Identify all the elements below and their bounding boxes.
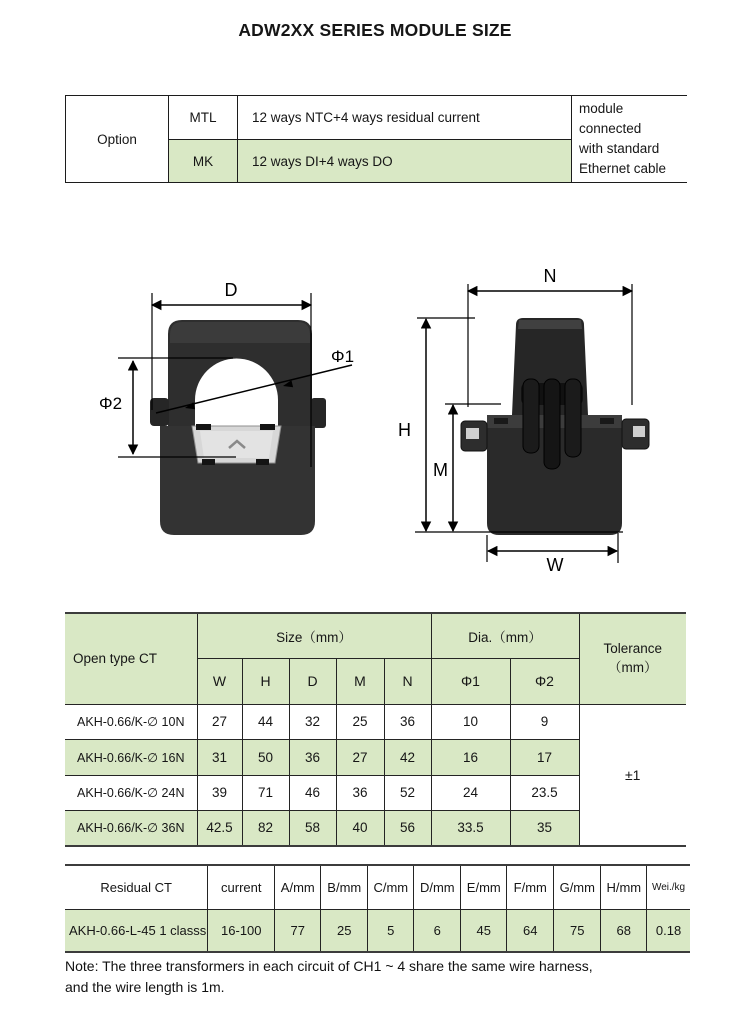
model-cell: AKH-0.66/K-∅ 36N — [65, 810, 197, 846]
value-cell: 6 — [414, 909, 461, 952]
current-header: current — [208, 865, 275, 909]
ct-hinge-strap — [565, 379, 581, 457]
ct-left-ear-hole — [466, 428, 479, 439]
current-cell: 16-100 — [208, 909, 275, 952]
col-header-n: N — [384, 658, 431, 704]
ct-front-view-figure — [90, 245, 380, 545]
col-header-h: H — [242, 658, 289, 704]
value-cell: 58 — [289, 810, 336, 846]
value-cell: 9 — [510, 704, 579, 739]
footnote-line: Note: The three transformers in each circuit of CH1 ~ 4 share the same wire harness, — [65, 958, 593, 974]
col-header-c: C/mm — [368, 865, 414, 909]
col-header-g: G/mm — [554, 865, 601, 909]
option-table — [65, 95, 687, 183]
residual-data-row — [65, 909, 690, 952]
value-cell: 17 — [510, 739, 579, 775]
size-table-header-row — [65, 613, 686, 658]
ct-right-latch — [311, 398, 326, 428]
weight-cell: 0.18 — [647, 909, 690, 952]
value-cell: 50 — [242, 739, 289, 775]
tolerance-header — [579, 613, 686, 704]
dim-label-phi2: Φ2 — [99, 394, 123, 413]
option-desc-cell: 12 ways DI+4 ways DO — [238, 140, 572, 183]
value-cell: 40 — [336, 810, 384, 846]
model-cell: AKH-0.66/K-∅ 10N — [65, 704, 197, 739]
footnote — [65, 956, 685, 998]
value-cell: 64 — [507, 909, 554, 952]
col-header-d: D/mm — [414, 865, 461, 909]
value-cell: 27 — [336, 739, 384, 775]
dim-label-d: D — [224, 280, 238, 300]
col-header-d: D — [289, 658, 336, 704]
col-header-a: A/mm — [275, 865, 321, 909]
value-cell: 24 — [431, 775, 510, 810]
value-cell: 45 — [461, 909, 507, 952]
col-header-w: W — [197, 658, 242, 704]
value-cell: 77 — [275, 909, 321, 952]
option-desc-cell: 12 ways NTC+4 ways residual current — [238, 96, 572, 140]
value-cell: 75 — [554, 909, 601, 952]
tolerance-header-line: （mm） — [608, 660, 658, 676]
ct-strip-detail — [494, 418, 508, 424]
col-header-b: B/mm — [321, 865, 368, 909]
ct-strip-detail — [600, 418, 614, 424]
ct-top-highlight — [170, 322, 310, 343]
value-cell: 71 — [242, 775, 289, 810]
value-cell: 10 — [431, 704, 510, 739]
tolerance-value-cell: ±1 — [579, 704, 686, 846]
value-cell: 68 — [601, 909, 647, 952]
model-cell: AKH-0.66/K-∅ 16N — [65, 739, 197, 775]
value-cell: 16 — [431, 739, 510, 775]
tolerance-header-line: Tolerance — [603, 641, 663, 657]
value-cell: 25 — [336, 704, 384, 739]
option-note-line: module — [579, 101, 624, 116]
option-note-line: connected — [579, 121, 642, 136]
col-header-weight: Wei./kg — [647, 865, 690, 909]
ct-insert-tab — [260, 424, 275, 430]
ct-top-block-face — [518, 320, 582, 329]
dim-label-w: W — [546, 555, 564, 575]
col-header-e: E/mm — [461, 865, 507, 909]
value-cell: 36 — [336, 775, 384, 810]
residual-ct-header: Residual CT — [65, 865, 208, 909]
value-cell: 35 — [510, 810, 579, 846]
ct-side-view-figure — [395, 255, 665, 575]
value-cell: 36 — [289, 739, 336, 775]
value-cell: 36 — [384, 704, 431, 739]
col-header-f: F/mm — [507, 865, 554, 909]
value-cell: 31 — [197, 739, 242, 775]
ct-insert-tab — [256, 459, 269, 465]
option-code-cell: MK — [169, 140, 238, 183]
ct-core-insert-face — [200, 431, 273, 458]
model-cell: AKH-0.66/K-∅ 24N — [65, 775, 197, 810]
page-title: ADW2XX SERIES MODULE SIZE — [238, 20, 512, 40]
value-cell: 23.5 — [510, 775, 579, 810]
residual-ct-table — [65, 864, 690, 953]
dia-group-header: Dia.（mm） — [431, 613, 579, 658]
model-cell: AKH-0.66-L-45 1 classs — [65, 909, 208, 952]
ct-insert-tab — [202, 459, 215, 465]
ct-hinge-strap — [523, 379, 539, 453]
option-code-cell: MTL — [169, 96, 238, 140]
open-type-ct-size-table — [65, 612, 686, 847]
value-cell: 42.5 — [197, 810, 242, 846]
value-cell: 5 — [368, 909, 414, 952]
option-label-cell: Option — [66, 96, 169, 183]
ct-insert-tab — [196, 424, 211, 430]
value-cell: 27 — [197, 704, 242, 739]
ct-right-ear-hole — [633, 426, 645, 437]
value-cell: 44 — [242, 704, 289, 739]
option-note-line: with standard — [579, 141, 660, 156]
size-table-corner-header: Open type CT — [65, 613, 197, 704]
dim-label-h: H — [398, 420, 411, 440]
value-cell: 46 — [289, 775, 336, 810]
size-group-header: Size（mm） — [197, 613, 431, 658]
value-cell: 56 — [384, 810, 431, 846]
value-cell: 52 — [384, 775, 431, 810]
value-cell: 39 — [197, 775, 242, 810]
size-table-row — [65, 704, 686, 739]
value-cell: 82 — [242, 810, 289, 846]
value-cell: 25 — [321, 909, 368, 952]
value-cell: 42 — [384, 739, 431, 775]
footnote-line: and the wire length is 1m. — [65, 979, 225, 995]
dim-label-phi1: Φ1 — [331, 347, 355, 366]
dim-label-n: N — [543, 266, 557, 286]
col-header-h: H/mm — [601, 865, 647, 909]
option-note-line: Ethernet cable — [579, 161, 667, 176]
option-note-cell — [572, 96, 687, 183]
col-header-m: M — [336, 658, 384, 704]
option-row-mtl — [66, 96, 687, 140]
value-cell: 32 — [289, 704, 336, 739]
col-header-phi2: Φ2 — [510, 658, 579, 704]
col-header-phi1: Φ1 — [431, 658, 510, 704]
ct-hinge-strap — [544, 379, 560, 469]
value-cell: 33.5 — [431, 810, 510, 846]
residual-header-row — [65, 865, 690, 909]
dim-label-m: M — [433, 460, 448, 480]
